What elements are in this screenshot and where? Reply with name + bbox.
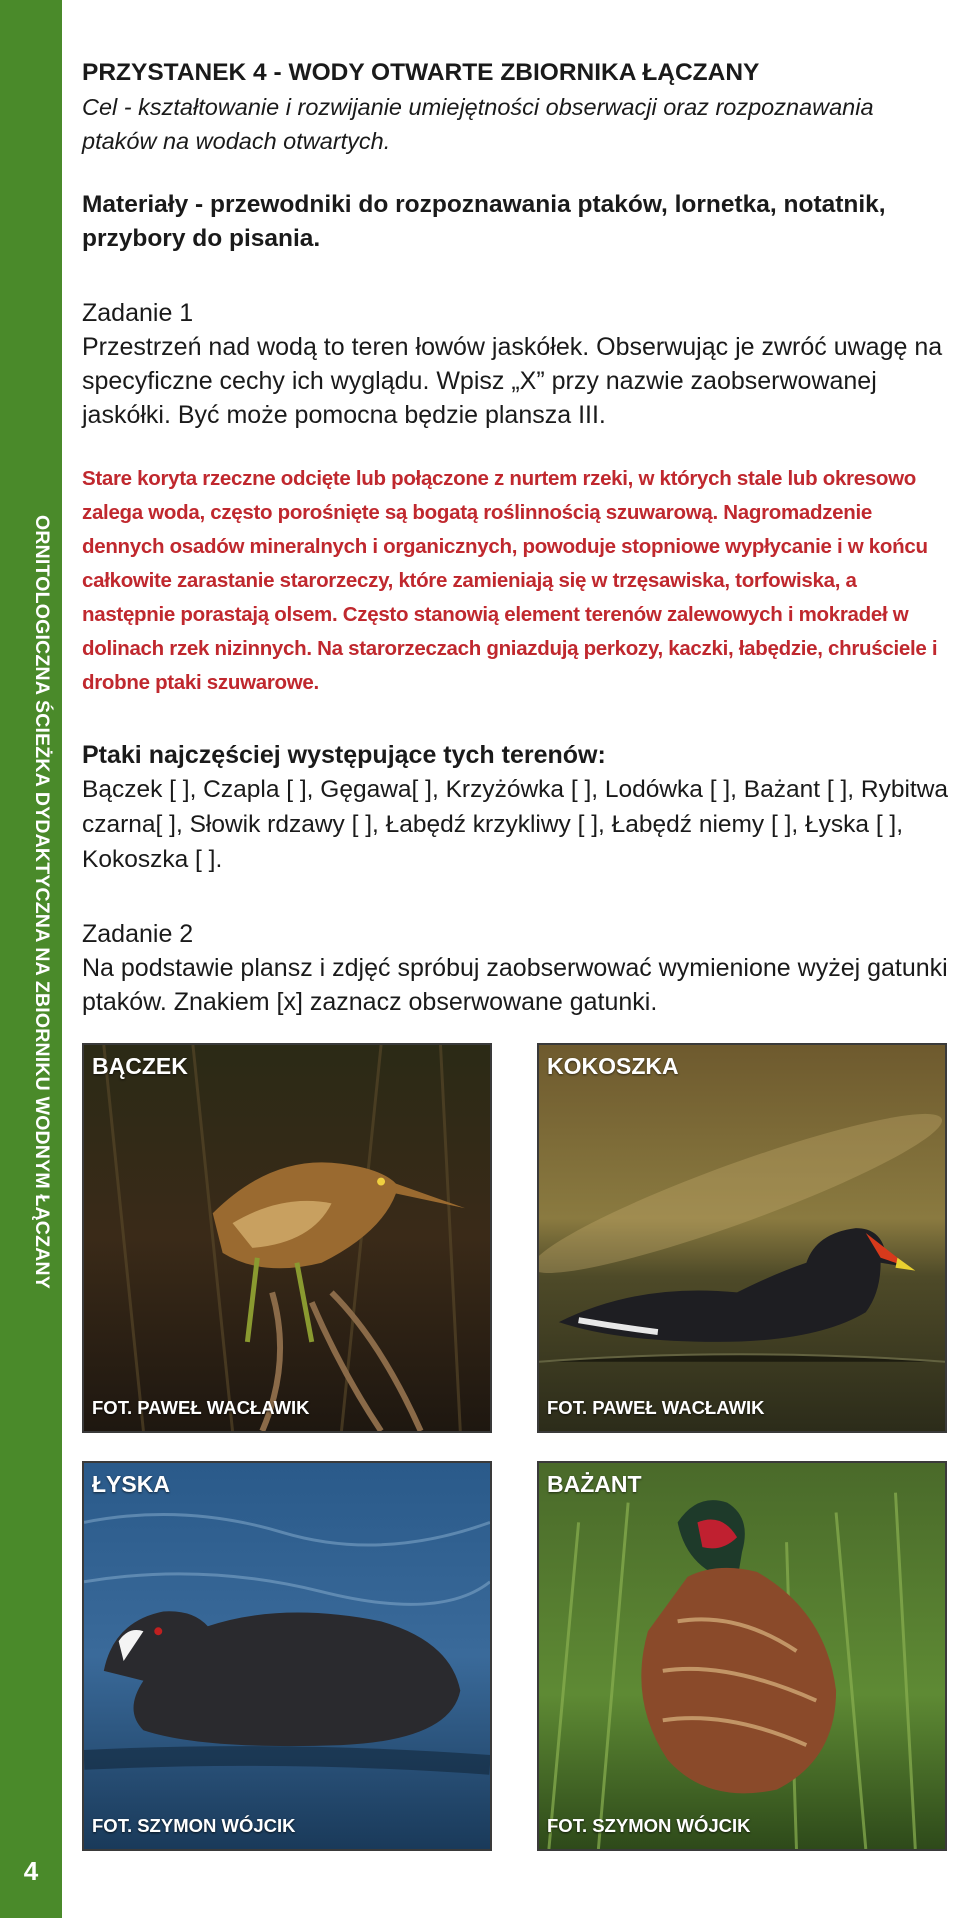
photo-label: ŁYSKA: [92, 1471, 170, 1497]
lyska-bird-image: [84, 1463, 490, 1849]
baczek-bird-image: [84, 1045, 490, 1431]
stop-goal: Cel - kształtowanie i rozwijanie umiejętności obserwacji oraz rozpoznawania ptaków na wodach otwartych.: [82, 94, 874, 154]
photo-label: BĄCZEK: [92, 1053, 188, 1079]
stop-title: PRZYSTANEK 4 - WODY OTWARTE ZBIORNIKA ŁĄCZANY: [82, 59, 760, 86]
birds-heading: Ptaki najczęściej występujące tych terenów:: [82, 741, 606, 769]
materials-text: Materiały - przewodniki do rozpoznawania ptaków, lornetka, notatnik, przybory do pisania.: [82, 191, 886, 252]
task1-title: Zadanie 1: [82, 299, 194, 327]
photo-label: KOKOSZKA: [547, 1053, 679, 1079]
bazant-bird-image: [539, 1463, 945, 1849]
photo-baczek: [82, 1043, 492, 1433]
main-content: [82, 56, 952, 1019]
photo-credit: FOT. SZYMON WÓJCIK: [92, 1815, 296, 1836]
photo-lyska: [82, 1461, 492, 1851]
green-sidebar: [0, 0, 62, 1918]
photo-label: BAŻANT: [547, 1471, 642, 1497]
task2-text: Na podstawie plansz i zdjęć spróbuj zaobserwować wymienione wyżej gatunki ptaków. Znakiem [x] zaznacz obserwowane gatunki.: [82, 954, 948, 1016]
photo-credit: FOT. PAWEŁ WACŁAWIK: [547, 1397, 765, 1418]
page-number: 4: [23, 1856, 39, 1886]
birds-checklist: Bączek [ ], Czapla [ ], Gęgawa[ ], Krzyżówka [ ], Lodówka [ ], Bażant [ ], Rybitwa czarna[ ], Słowik rdzawy [ ], Łabędź krzykliwy [ ], Łabędź niemy [ ], Łyska [ ], Kokoszka [ ].: [82, 776, 949, 873]
photo-bazant: [537, 1461, 947, 1851]
sidebar-title-text: ORNITOLOGICZNA ŚCIEŻKA DYDAKTYCZNA NA ZBIORNIKU WODNYM ŁĄCZANY: [31, 515, 53, 1289]
task1-text: Przestrzeń nad wodą to teren łowów jaskółek. Obserwując je zwróć uwagę na specyficzne cechy ich wyglądu. Wpisz „X” przy nazwie zaobserwowanej jaskółki. Być może pomocna będzie plansza III.: [82, 333, 943, 429]
photo-credit: FOT. PAWEŁ WACŁAWIK: [92, 1397, 310, 1418]
task2-title: Zadanie 2: [82, 920, 194, 948]
kokoszka-bird-image: [539, 1045, 945, 1431]
photo-kokoszka: [537, 1043, 947, 1433]
photo-credit: FOT. SZYMON WÓJCIK: [547, 1815, 751, 1836]
oxbow-info-text: Stare koryta rzeczne odcięte lub połączone z nurtem rzeki, w których stale lub okresowo zalega woda, często porośnięte są bogatą roślinnością szuwarową. Nagromadzenie dennych osadów mineralnych i organicznych, powoduje stopniowe wypłycanie i w końcu całkowite zarastanie starorzeczy, które zamieniają się w trzęsawiska, torfowiska, a następnie porastają olsem. Często stanowią element terenów zalewowych i mokradeł w dolinach rzek nizinnych. Na starorzeczach gniazdują perkozy, kaczki, łabędzie, chruściele i drobne ptaki szuwarowe.: [82, 467, 938, 694]
